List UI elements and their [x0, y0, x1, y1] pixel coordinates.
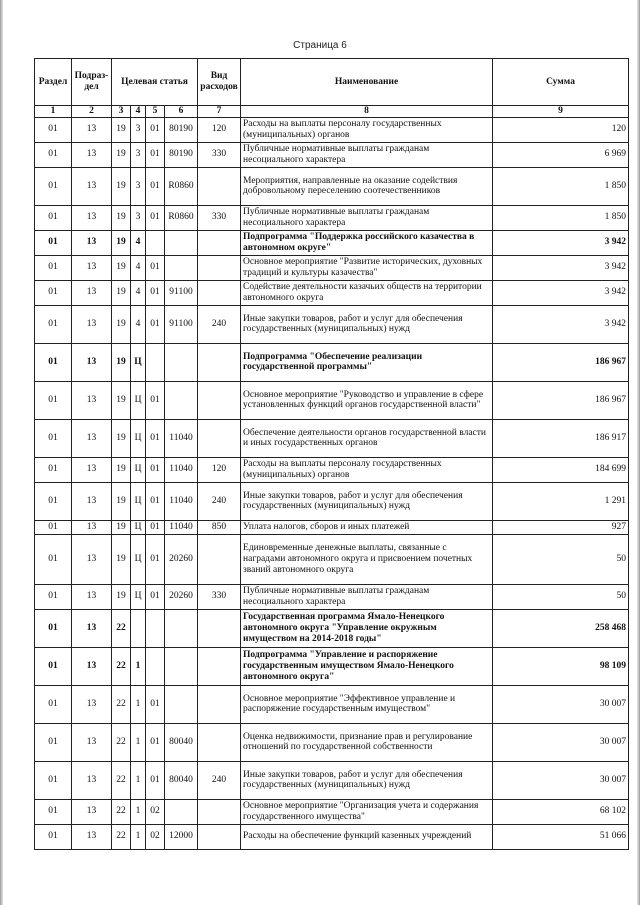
cell-podrazdel: 13 — [72, 609, 112, 647]
table-row — [35, 723, 629, 761]
cell-podrazdel: 13 — [72, 117, 112, 142]
cell-summa: 6 969 — [493, 142, 629, 167]
cell-summa: 1 850 — [493, 205, 629, 230]
cell-subprogram: Ц — [131, 419, 146, 457]
cell-activity: 02 — [146, 824, 165, 849]
cell-direction: 20260 — [165, 534, 198, 584]
cell-vid-raskhodov — [198, 647, 241, 685]
cell-naimenovanie: Обеспечение деятельности органов государственной власти и иных государственных органов — [241, 419, 493, 457]
cell-vid-raskhodov — [198, 534, 241, 584]
cell-naimenovanie: Расходы на обеспечение функций казенных учреждений — [241, 824, 493, 849]
table-row — [35, 824, 629, 849]
cell-program: 19 — [112, 482, 131, 520]
cell-naimenovanie: Расходы на выплаты персоналу государственных (муниципальных) органов — [241, 457, 493, 482]
cell-razdel: 01 — [35, 647, 72, 685]
cell-vid-raskhodov: 240 — [198, 482, 241, 520]
cell-program: 19 — [112, 280, 131, 305]
cell-razdel: 01 — [35, 723, 72, 761]
colnum: 3 — [112, 106, 131, 118]
cell-naimenovanie: Подпрограмма "Управление и распоряжение государственным имуществом Ямало-Ненецкого автономного округа" — [241, 647, 493, 685]
colnum: 4 — [131, 106, 146, 118]
cell-program: 19 — [112, 305, 131, 343]
cell-summa: 120 — [493, 117, 629, 142]
cell-subprogram: Ц — [131, 584, 146, 609]
cell-subprogram: Ц — [131, 457, 146, 482]
table-row — [35, 280, 629, 305]
cell-naimenovanie: Содействие деятельности казачьих обществ на территории автономного округа — [241, 280, 493, 305]
table-row — [35, 761, 629, 799]
cell-activity: 01 — [146, 482, 165, 520]
cell-razdel: 01 — [35, 167, 72, 205]
cell-summa: 50 — [493, 534, 629, 584]
cell-podrazdel: 13 — [72, 381, 112, 419]
colnum: 2 — [72, 106, 112, 118]
cell-summa: 927 — [493, 520, 629, 534]
cell-razdel: 01 — [35, 824, 72, 849]
cell-summa: 184 699 — [493, 457, 629, 482]
cell-direction: 11040 — [165, 520, 198, 534]
cell-podrazdel: 13 — [72, 230, 112, 255]
cell-summa: 186 967 — [493, 381, 629, 419]
cell-direction: 11040 — [165, 457, 198, 482]
cell-activity: 01 — [146, 142, 165, 167]
cell-program: 19 — [112, 520, 131, 534]
cell-summa: 3 942 — [493, 305, 629, 343]
cell-program: 22 — [112, 761, 131, 799]
cell-naimenovanie: Иные закупки товаров, работ и услуг для обеспечения государственных (муниципальных) нужд — [241, 482, 493, 520]
cell-podrazdel: 13 — [72, 457, 112, 482]
cell-subprogram: 4 — [131, 255, 146, 280]
cell-direction: 91100 — [165, 280, 198, 305]
cell-summa: 1 291 — [493, 482, 629, 520]
cell-razdel: 01 — [35, 419, 72, 457]
colnum: 8 — [241, 106, 493, 118]
cell-activity: 02 — [146, 799, 165, 824]
cell-activity: 01 — [146, 117, 165, 142]
table-row — [35, 142, 629, 167]
cell-subprogram: 1 — [131, 723, 146, 761]
cell-naimenovanie: Основное мероприятие "Развитие исторических, духовных традиций и культуры казачества" — [241, 255, 493, 280]
cell-vid-raskhodov: 330 — [198, 142, 241, 167]
table-row — [35, 685, 629, 723]
cell-activity — [146, 343, 165, 381]
cell-direction: R0860 — [165, 167, 198, 205]
cell-naimenovanie: Основное мероприятие "Организация учета и содержания государственного имущества" — [241, 799, 493, 824]
cell-vid-raskhodov: 240 — [198, 761, 241, 799]
table-row — [35, 117, 629, 142]
cell-vid-raskhodov — [198, 723, 241, 761]
cell-razdel: 01 — [35, 305, 72, 343]
cell-direction: 91100 — [165, 305, 198, 343]
cell-vid-raskhodov — [198, 824, 241, 849]
cell-naimenovanie: Подпрограмма "Обеспечение реализации государственной программы" — [241, 343, 493, 381]
cell-subprogram: 3 — [131, 167, 146, 205]
cell-subprogram: Ц — [131, 534, 146, 584]
header-podrazdel: Подраз-дел — [72, 59, 112, 106]
cell-subprogram: 4 — [131, 230, 146, 255]
page-number: Страница 6 — [293, 40, 347, 51]
header-tselevaya-statya: Целевая статья — [112, 59, 198, 106]
cell-subprogram: 4 — [131, 305, 146, 343]
cell-subprogram — [131, 609, 146, 647]
cell-program: 22 — [112, 685, 131, 723]
cell-summa: 30 007 — [493, 685, 629, 723]
table-row — [35, 609, 629, 647]
cell-podrazdel: 13 — [72, 343, 112, 381]
cell-podrazdel: 13 — [72, 280, 112, 305]
cell-direction — [165, 647, 198, 685]
cell-naimenovanie: Иные закупки товаров, работ и услуг для обеспечения государственных (муниципальных) нужд — [241, 761, 493, 799]
cell-razdel: 01 — [35, 230, 72, 255]
table-row — [35, 230, 629, 255]
table-row — [35, 534, 629, 584]
cell-vid-raskhodov — [198, 609, 241, 647]
colnum: 6 — [165, 106, 198, 118]
cell-program: 19 — [112, 142, 131, 167]
table-row — [35, 482, 629, 520]
cell-subprogram: Ц — [131, 343, 146, 381]
table-row — [35, 419, 629, 457]
cell-naimenovanie: Иные закупки товаров, работ и услуг для обеспечения государственных (муниципальных) нужд — [241, 305, 493, 343]
cell-activity: 01 — [146, 685, 165, 723]
cell-razdel: 01 — [35, 609, 72, 647]
cell-activity: 01 — [146, 419, 165, 457]
cell-podrazdel: 13 — [72, 799, 112, 824]
cell-program: 22 — [112, 723, 131, 761]
cell-razdel: 01 — [35, 761, 72, 799]
cell-razdel: 01 — [35, 584, 72, 609]
cell-program: 19 — [112, 255, 131, 280]
colnum: 7 — [198, 106, 241, 118]
cell-summa: 186 967 — [493, 343, 629, 381]
cell-razdel: 01 — [35, 280, 72, 305]
colnum: 9 — [493, 106, 629, 118]
cell-naimenovanie: Подпрограмма "Поддержка российского казачества в автономном округе" — [241, 230, 493, 255]
cell-direction — [165, 799, 198, 824]
cell-razdel: 01 — [35, 685, 72, 723]
cell-program: 19 — [112, 534, 131, 584]
cell-summa: 50 — [493, 584, 629, 609]
cell-subprogram: 1 — [131, 647, 146, 685]
cell-subprogram: Ц — [131, 520, 146, 534]
cell-subprogram: 3 — [131, 117, 146, 142]
cell-vid-raskhodov: 850 — [198, 520, 241, 534]
cell-direction: 11040 — [165, 419, 198, 457]
cell-summa: 258 468 — [493, 609, 629, 647]
cell-activity: 01 — [146, 255, 165, 280]
cell-direction — [165, 343, 198, 381]
cell-subprogram: 1 — [131, 685, 146, 723]
column-number-row — [35, 106, 629, 118]
cell-summa: 98 109 — [493, 647, 629, 685]
cell-naimenovanie: Основное мероприятие "Руководство и управление в сфере установленных функций органов государственной власти" — [241, 381, 493, 419]
cell-program: 19 — [112, 584, 131, 609]
colnum: 1 — [35, 106, 72, 118]
cell-program: 19 — [112, 343, 131, 381]
cell-program: 22 — [112, 647, 131, 685]
table-row — [35, 255, 629, 280]
colnum: 5 — [146, 106, 165, 118]
cell-vid-raskhodov — [198, 230, 241, 255]
cell-direction — [165, 381, 198, 419]
cell-summa: 3 942 — [493, 280, 629, 305]
cell-razdel: 01 — [35, 482, 72, 520]
cell-program: 19 — [112, 419, 131, 457]
cell-podrazdel: 13 — [72, 419, 112, 457]
cell-vid-raskhodov — [198, 799, 241, 824]
cell-podrazdel: 13 — [72, 723, 112, 761]
cell-direction — [165, 230, 198, 255]
cell-summa: 68 102 — [493, 799, 629, 824]
cell-vid-raskhodov: 120 — [198, 117, 241, 142]
cell-podrazdel: 13 — [72, 255, 112, 280]
cell-direction: 12000 — [165, 824, 198, 849]
cell-vid-raskhodov — [198, 343, 241, 381]
cell-direction: 80190 — [165, 117, 198, 142]
cell-subprogram: 1 — [131, 799, 146, 824]
cell-direction — [165, 685, 198, 723]
cell-program: 22 — [112, 824, 131, 849]
cell-podrazdel: 13 — [72, 205, 112, 230]
cell-activity: 01 — [146, 381, 165, 419]
cell-program: 22 — [112, 609, 131, 647]
cell-summa: 51 066 — [493, 824, 629, 849]
cell-summa: 186 917 — [493, 419, 629, 457]
cell-summa: 3 942 — [493, 230, 629, 255]
table-row — [35, 381, 629, 419]
cell-summa: 30 007 — [493, 761, 629, 799]
cell-podrazdel: 13 — [72, 534, 112, 584]
cell-activity — [146, 230, 165, 255]
cell-activity: 01 — [146, 723, 165, 761]
cell-subprogram: 3 — [131, 142, 146, 167]
cell-naimenovanie: Публичные нормативные выплаты гражданам несоциального характера — [241, 584, 493, 609]
cell-direction: R0860 — [165, 205, 198, 230]
cell-vid-raskhodov: 330 — [198, 584, 241, 609]
cell-direction: 20260 — [165, 584, 198, 609]
cell-podrazdel: 13 — [72, 761, 112, 799]
cell-naimenovanie: Публичные нормативные выплаты гражданам несоциального характера — [241, 142, 493, 167]
cell-activity: 01 — [146, 205, 165, 230]
table-row — [35, 167, 629, 205]
table-row — [35, 647, 629, 685]
cell-vid-raskhodov: 120 — [198, 457, 241, 482]
cell-razdel: 01 — [35, 457, 72, 482]
cell-subprogram: 1 — [131, 824, 146, 849]
cell-activity — [146, 609, 165, 647]
cell-activity: 01 — [146, 584, 165, 609]
table-header-row — [35, 59, 629, 106]
cell-vid-raskhodov — [198, 381, 241, 419]
cell-razdel: 01 — [35, 520, 72, 534]
cell-program: 22 — [112, 799, 131, 824]
cell-program: 19 — [112, 167, 131, 205]
cell-summa: 3 942 — [493, 255, 629, 280]
cell-subprogram: 4 — [131, 280, 146, 305]
table-row — [35, 305, 629, 343]
cell-razdel: 01 — [35, 343, 72, 381]
cell-subprogram: Ц — [131, 482, 146, 520]
cell-razdel: 01 — [35, 117, 72, 142]
cell-direction — [165, 609, 198, 647]
cell-razdel: 01 — [35, 534, 72, 584]
cell-podrazdel: 13 — [72, 142, 112, 167]
table-row — [35, 584, 629, 609]
cell-activity: 01 — [146, 761, 165, 799]
cell-summa: 1 850 — [493, 167, 629, 205]
cell-direction: 11040 — [165, 482, 198, 520]
table-row — [35, 520, 629, 534]
cell-naimenovanie: Публичные нормативные выплаты гражданам несоциального характера — [241, 205, 493, 230]
header-naimenovanie: Наименование — [241, 59, 493, 106]
cell-podrazdel: 13 — [72, 824, 112, 849]
cell-naimenovanie: Уплата налогов, сборов и иных платежей — [241, 520, 493, 534]
cell-vid-raskhodov: 330 — [198, 205, 241, 230]
cell-program: 19 — [112, 230, 131, 255]
cell-summa: 30 007 — [493, 723, 629, 761]
cell-activity: 01 — [146, 305, 165, 343]
cell-naimenovanie: Расходы на выплаты персоналу государственных (муниципальных) органов — [241, 117, 493, 142]
cell-program: 19 — [112, 381, 131, 419]
cell-direction — [165, 255, 198, 280]
cell-vid-raskhodov — [198, 685, 241, 723]
cell-vid-raskhodov — [198, 280, 241, 305]
cell-naimenovanie: Оценка недвижимости, признание прав и регулирование отношений по государственной собственности — [241, 723, 493, 761]
cell-activity: 01 — [146, 457, 165, 482]
budget-table — [34, 58, 629, 850]
cell-activity: 01 — [146, 280, 165, 305]
cell-podrazdel: 13 — [72, 167, 112, 205]
cell-subprogram: Ц — [131, 381, 146, 419]
cell-podrazdel: 13 — [72, 482, 112, 520]
table-row — [35, 205, 629, 230]
cell-activity: 01 — [146, 167, 165, 205]
cell-program: 19 — [112, 117, 131, 142]
cell-vid-raskhodov: 240 — [198, 305, 241, 343]
cell-subprogram: 3 — [131, 205, 146, 230]
cell-podrazdel: 13 — [72, 305, 112, 343]
cell-razdel: 01 — [35, 799, 72, 824]
cell-podrazdel: 13 — [72, 685, 112, 723]
cell-vid-raskhodov — [198, 255, 241, 280]
header-vid-raskhodov: Вид расходов — [198, 59, 241, 106]
cell-podrazdel: 13 — [72, 520, 112, 534]
cell-razdel: 01 — [35, 255, 72, 280]
cell-razdel: 01 — [35, 142, 72, 167]
cell-direction: 80040 — [165, 723, 198, 761]
table-row — [35, 457, 629, 482]
cell-podrazdel: 13 — [72, 647, 112, 685]
table-row — [35, 343, 629, 381]
scan-edge-left — [0, 0, 3, 905]
cell-subprogram: 1 — [131, 761, 146, 799]
cell-naimenovanie: Основное мероприятие "Эффективное управление и распоряжение государственным имуществом" — [241, 685, 493, 723]
header-razdel: Раздел — [35, 59, 72, 106]
header-summa: Сумма — [493, 59, 629, 106]
cell-activity: 01 — [146, 534, 165, 584]
cell-podrazdel: 13 — [72, 584, 112, 609]
cell-vid-raskhodov — [198, 419, 241, 457]
cell-naimenovanie: Мероприятия, направленные на оказание содействия добровольному переселению соотечественников — [241, 167, 493, 205]
cell-program: 19 — [112, 205, 131, 230]
cell-direction: 80190 — [165, 142, 198, 167]
cell-vid-raskhodov — [198, 167, 241, 205]
cell-naimenovanie: Государственная программа Ямало-Ненецкого автономного округа "Управление окружным имуществом на 2014-2018 годы" — [241, 609, 493, 647]
cell-naimenovanie: Единовременные денежные выплаты, связанные с наградами автономного округа и присвоением почетных званий автономного округа — [241, 534, 493, 584]
cell-activity: 01 — [146, 520, 165, 534]
cell-direction: 80040 — [165, 761, 198, 799]
table-row — [35, 799, 629, 824]
cell-razdel: 01 — [35, 381, 72, 419]
cell-razdel: 01 — [35, 205, 72, 230]
cell-activity — [146, 647, 165, 685]
cell-program: 19 — [112, 457, 131, 482]
